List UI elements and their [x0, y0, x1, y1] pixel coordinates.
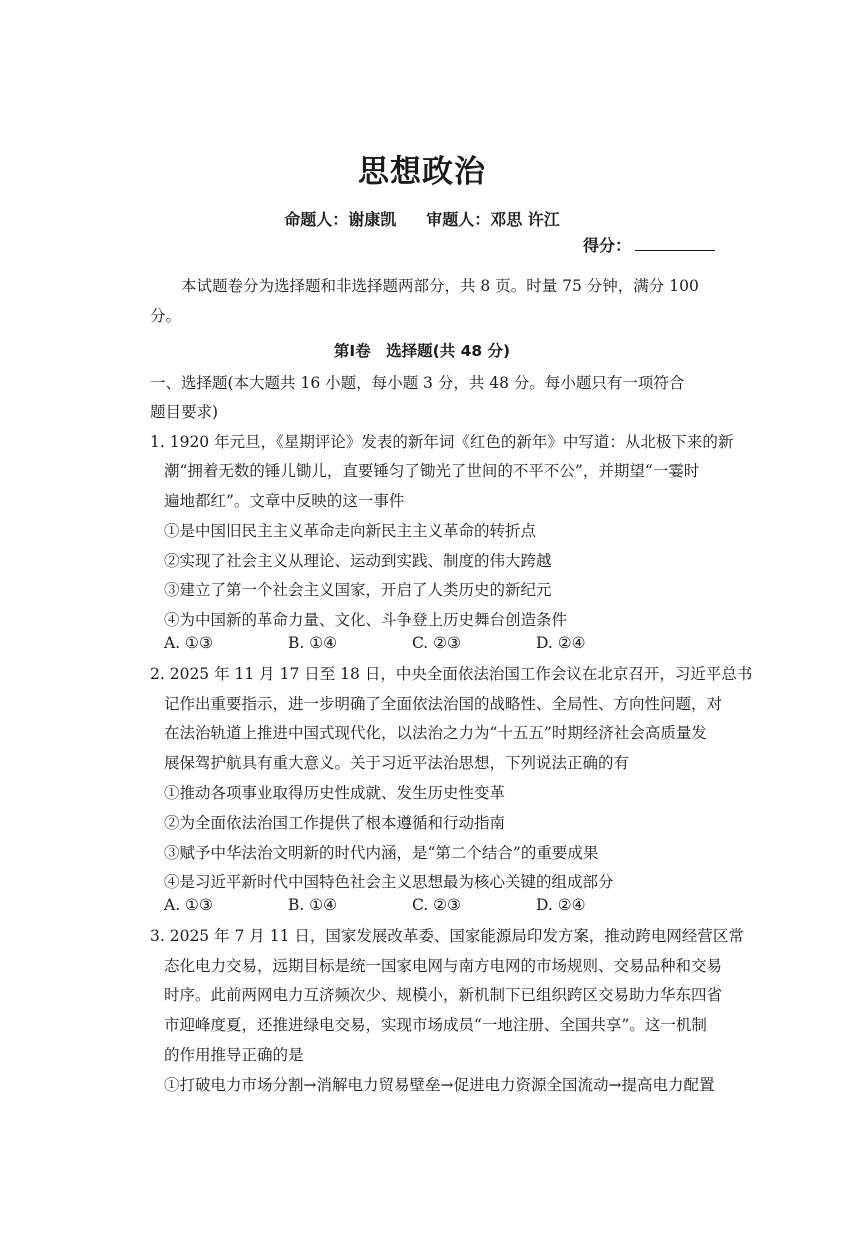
question-2-line-3: 在法治轨道上推进中国式现代化，以法治之力为“十五五”时期经济社会高质量发: [164, 724, 707, 742]
question-1-statement-4: ④为中国新的革命力量、文化、斗争登上历史舞台创造条件: [164, 611, 568, 629]
question-2-line-1: 2. 2025 年 11 月 17 日至 18 日，中央全面依法治国工作会议在北京召开，习近平总书: [150, 665, 753, 683]
question-1-option-a[interactable]: A. ①③: [164, 634, 213, 652]
question-2-statement-4: ④是习近平新时代中国特色社会主义思想最为核心关键的组成部分: [164, 873, 614, 891]
question-1-line-2: 潮“拥着无数的锤儿锄儿，直要锤匀了锄光了世间的不平不公”，并期望“一霎时: [164, 462, 700, 480]
question-2-option-d[interactable]: D. ②④: [536, 896, 586, 914]
score-blank[interactable]: [635, 234, 715, 251]
question-3-line-4: 市迎峰度夏，还推进绿电交易，实现市场成员“一地注册、全国共享”。这一机制: [164, 1016, 707, 1034]
question-3-line-3: 时序。此前两网电力互济频次少、规模小，新机制下已组织跨区交易助力华东四省: [164, 986, 723, 1004]
intro-line-1: 本试题卷分为选择题和非选择题两部分，共 8 页。时量 75 分钟，满分 100: [181, 277, 699, 295]
question-2-statement-1: ①推动各项事业取得历史性成就、发生历史性变革: [164, 784, 506, 802]
intro-line-2: 分。: [150, 307, 182, 325]
author-label: 命题人：谢康凯: [284, 210, 397, 229]
section-instruction-2: 题目要求): [150, 403, 219, 421]
question-1-options: [164, 633, 660, 653]
question-3-line-1: 3. 2025 年 7 月 11 日，国家发展改革委、国家能源局印发方案，推动跨电网经营区常: [150, 927, 744, 945]
question-1-option-d[interactable]: D. ②④: [536, 634, 586, 652]
question-1-option-c[interactable]: C. ②③: [412, 634, 461, 652]
page-title: 思想政治: [358, 154, 486, 190]
section-instruction-1: 一、选择题(本大题共 16 小题，每小题 3 分，共 48 分。每小题只有一项符合: [150, 374, 685, 392]
question-1-statement-2: ②实现了社会主义从理论、运动到实践、制度的伟大跨越: [164, 552, 552, 570]
question-3-line-5: 的作用推导正确的是: [164, 1046, 304, 1064]
question-3-line-2: 态化电力交易，远期目标是统一国家电网与南方电网的市场规则、交易品种和交易: [164, 957, 723, 975]
question-2-line-2: 记作出重要指示，进一步明确了全面依法治国的战略性、全局性、方向性问题，对: [164, 695, 723, 713]
question-2-statement-2: ②为全面依法治国工作提供了根本遵循和行动指南: [164, 814, 506, 832]
question-2-option-a[interactable]: A. ①③: [164, 896, 213, 914]
question-2-option-c[interactable]: C. ②③: [412, 896, 461, 914]
question-1-line-1: 1. 1920 年元旦，《星期评论》发表的新年词《红色的新年》中写道：从北极下来的新: [150, 433, 734, 451]
question-1-option-b[interactable]: B. ①④: [288, 634, 338, 652]
reviewer-label: 审题人：邓思 许江: [426, 210, 560, 229]
question-2-options: [164, 895, 660, 915]
question-3-statement-1: ①打破电力市场分割→消解电力贸易壁垒→促进电力资源全国流动→提高电力配置: [164, 1076, 715, 1094]
question-2-line-4: 展保驾护航具有重大意义。关于习近平法治思想，下列说法正确的有: [164, 754, 630, 772]
question-1-statement-3: ③建立了第一个社会主义国家，开启了人类历史的新纪元: [164, 581, 552, 599]
question-2-option-b[interactable]: B. ①④: [288, 896, 338, 914]
authors-line: [0, 207, 844, 230]
question-2-statement-3: ③赋予中华法治文明新的时代内涵，是“第二个结合”的重要成果: [164, 844, 599, 862]
section-heading: 第Ⅰ卷 选择题(共 48 分): [333, 342, 511, 360]
question-1-line-3: 遍地都红”。文章中反映的这一事件: [164, 492, 405, 510]
score-field: [583, 233, 715, 256]
score-label: 得分：: [583, 236, 632, 255]
question-1-statement-1: ①是中国旧民主主义革命走向新民主主义革命的转折点: [164, 522, 537, 540]
